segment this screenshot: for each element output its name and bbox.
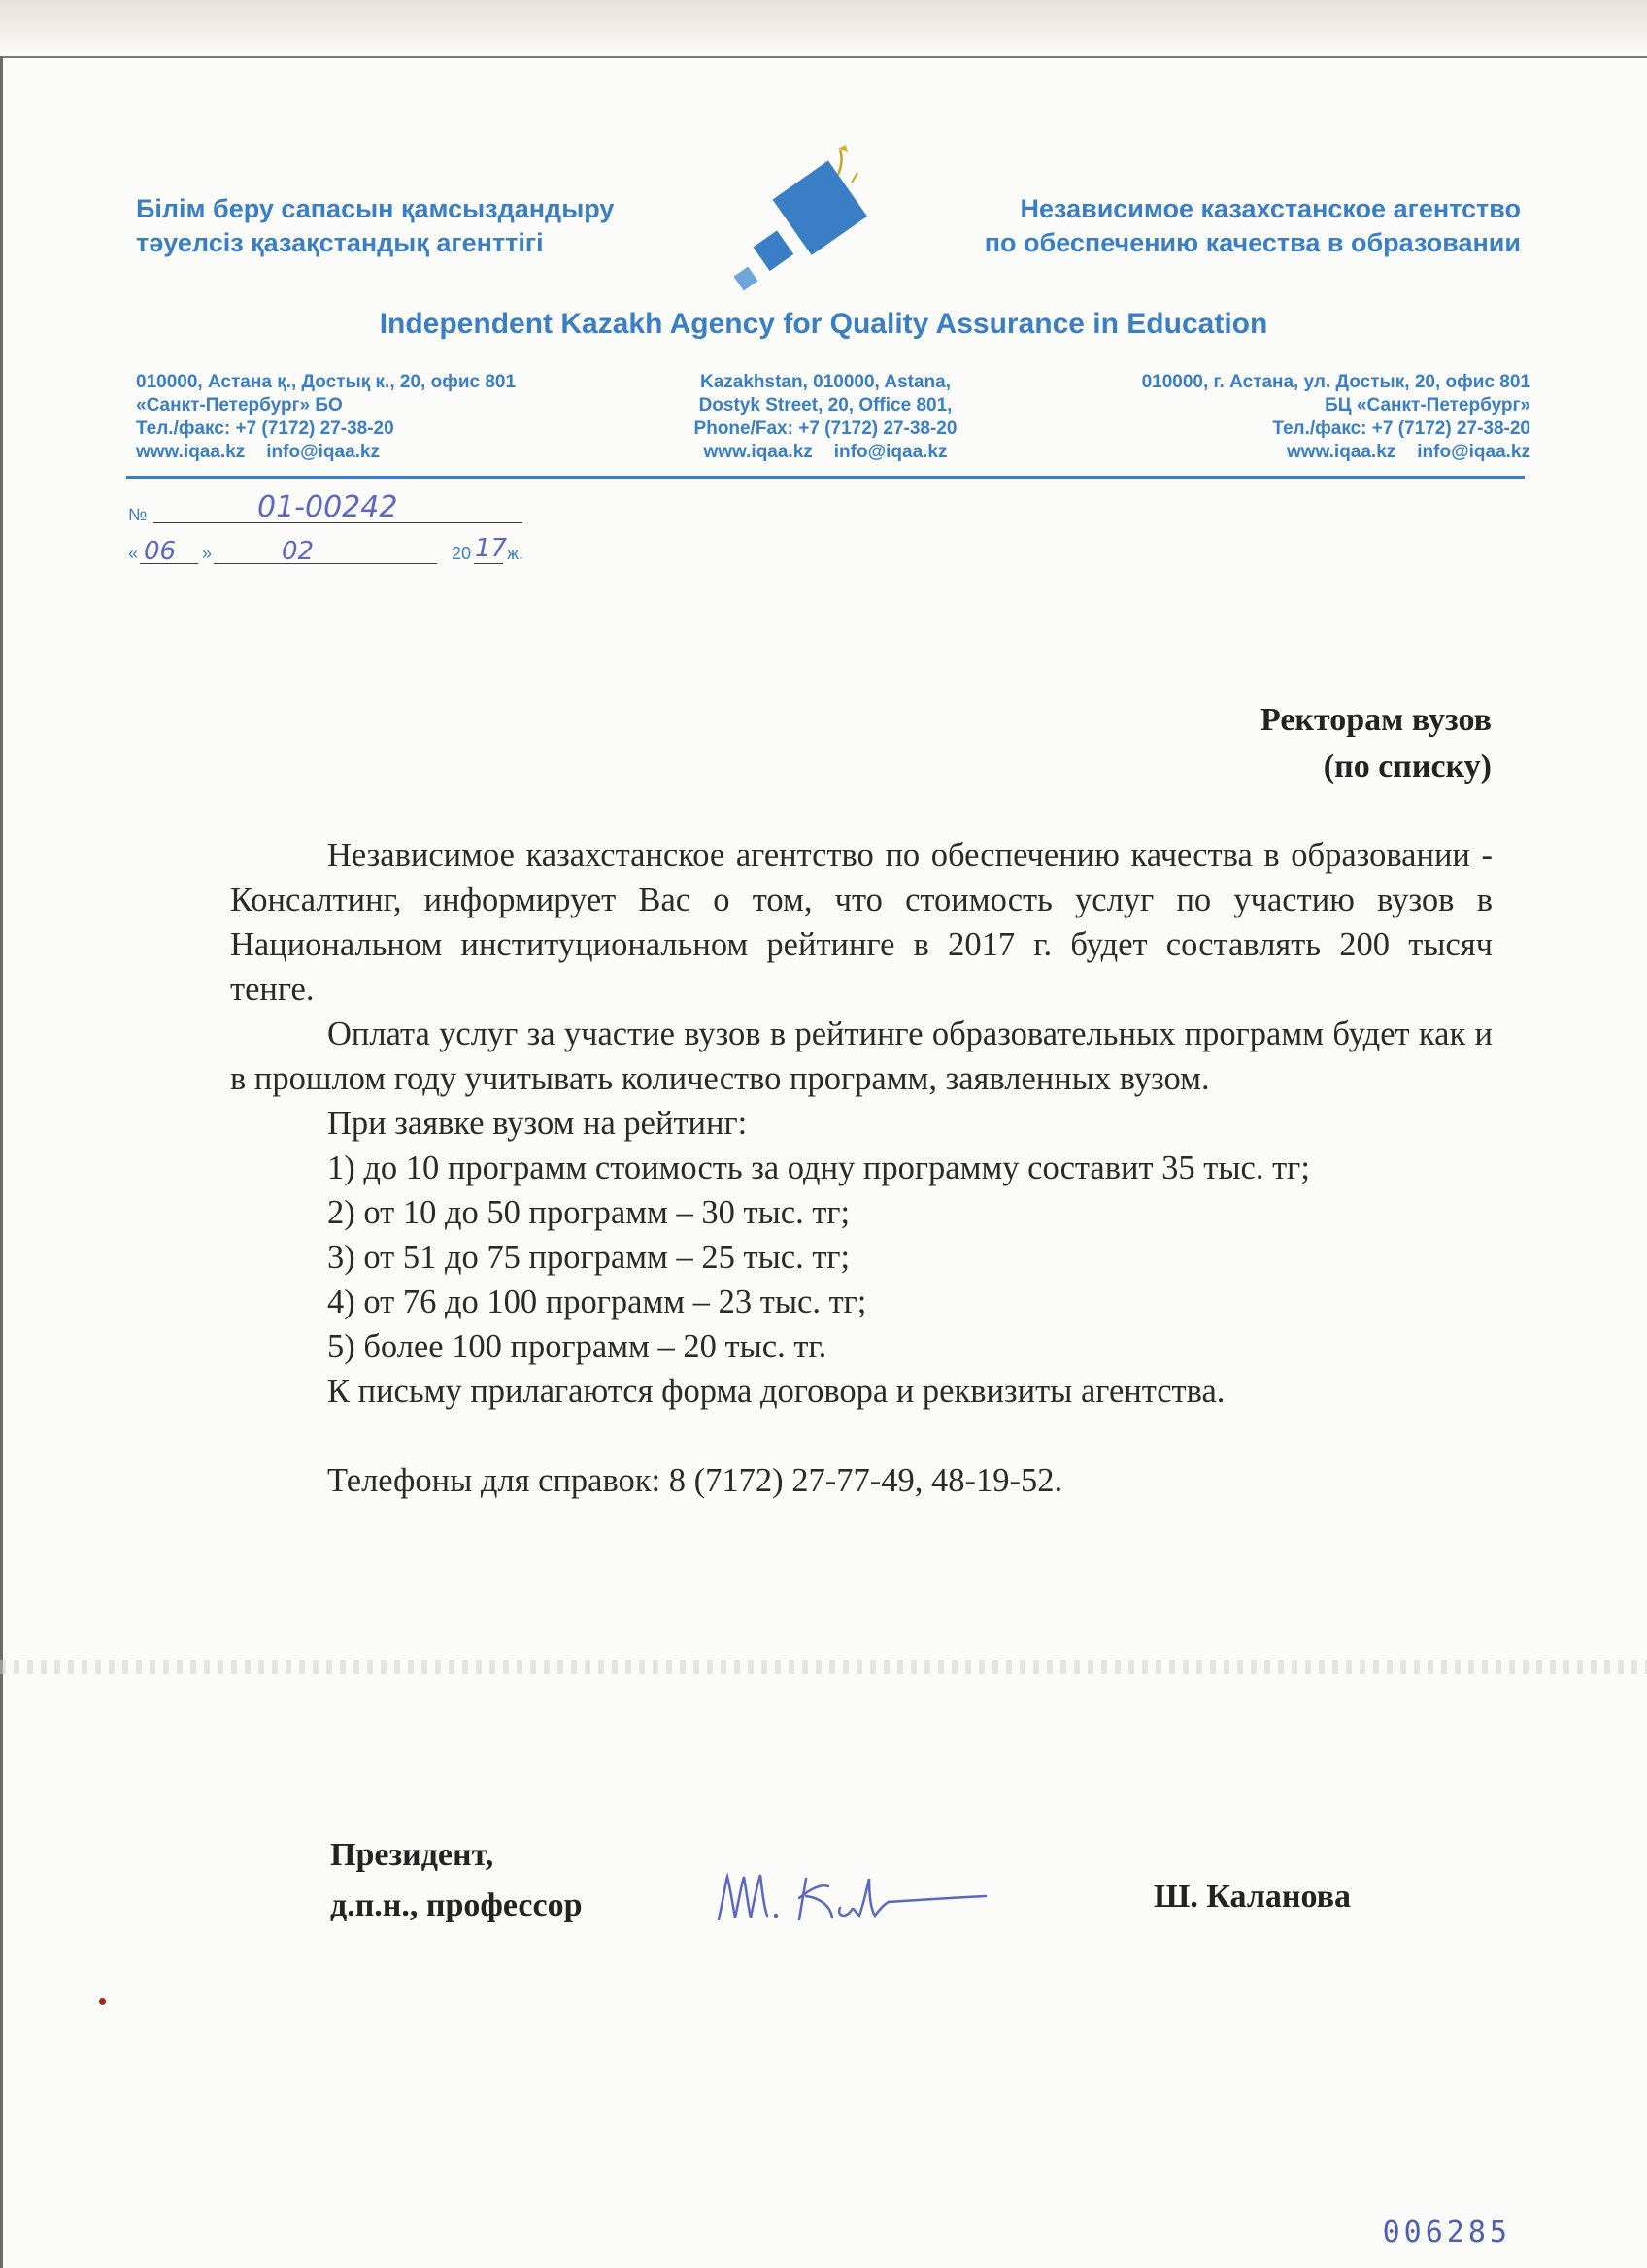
address-kz bbox=[136, 371, 516, 464]
addressee-line2: (по списку) bbox=[1323, 749, 1492, 784]
address-kz-contacts bbox=[136, 441, 516, 464]
letterhead-en-name: Independent Kazakh Agency for Quality Assurance in Education bbox=[379, 308, 1268, 340]
reg-day: 06 bbox=[144, 537, 177, 566]
letter-body bbox=[230, 833, 1493, 1503]
mortarboard-cubes-icon bbox=[723, 136, 879, 291]
address-en-line2: Dostyk Street, 20, Office 801, bbox=[698, 395, 953, 416]
scan-left-edge bbox=[0, 56, 3, 2268]
address-en-contacts bbox=[631, 441, 1020, 464]
scan-fold-mark bbox=[0, 1660, 1647, 1674]
address-kz-line2: «Санкт-Петербург» БО bbox=[136, 395, 343, 416]
reg-year-end: ж. bbox=[507, 544, 524, 563]
email-link[interactable]: info@iqaa.kz bbox=[266, 442, 380, 462]
reg-quote-open: « bbox=[128, 544, 139, 563]
pricing-list-intro: При заявке вузом на рейтинг: bbox=[327, 1105, 748, 1142]
address-en bbox=[631, 371, 1020, 464]
pricing-item: 4) от 76 до 100 программ – 23 тыс. тг; bbox=[327, 1284, 867, 1320]
reg-month: 02 bbox=[282, 537, 315, 566]
pricing-item: 3) от 51 до 75 программ – 25 тыс. тг; bbox=[327, 1239, 851, 1276]
ru-name-line2: по обеспечению качества в образовании bbox=[984, 228, 1521, 257]
handwritten-signature bbox=[714, 1859, 995, 1937]
kz-name-line2: тәуелсіз қазақстандық агенттігі bbox=[136, 228, 544, 257]
kz-name-line1: Білім беру сапасын қамсыздандыру bbox=[136, 194, 615, 223]
address-ru bbox=[1142, 371, 1530, 464]
reg-number-value: 01-00242 bbox=[257, 490, 398, 524]
email-link[interactable]: info@iqaa.kz bbox=[1417, 442, 1530, 462]
addressee-block bbox=[1260, 697, 1492, 790]
scan-top-edge bbox=[0, 0, 1647, 58]
email-link[interactable]: info@iqaa.kz bbox=[833, 442, 948, 462]
reg-number-label: № bbox=[128, 505, 148, 524]
reg-month-underline bbox=[214, 563, 437, 564]
body-paragraph-1: Независимое казахстанское агентство по обеспечению качества в образовании - Консалтинг, информирует Вас о том, что стоимость услуг по участию вузов в Национальном институциональном рейтинге в 2017 г. будет составлять 200 тысяч тенге. bbox=[230, 837, 1493, 1008]
reg-year-underline bbox=[474, 563, 503, 564]
signatory-name: Ш. Каланова bbox=[1154, 1879, 1352, 1915]
signatory-title bbox=[330, 1830, 583, 1931]
address-ru-line2: БЦ «Санкт-Петербург» bbox=[1325, 395, 1530, 416]
attachment-note: К письму прилагаются форма договора и реквизиты агентства. bbox=[327, 1373, 1226, 1410]
address-en-line1: Kazakhstan, 010000, Astana, bbox=[699, 372, 952, 392]
address-ru-contacts bbox=[1142, 441, 1530, 464]
letterhead-divider bbox=[126, 476, 1525, 479]
address-kz-phone: Тел./факс: +7 (7172) 27-38-20 bbox=[136, 418, 394, 439]
contact-phones: Телефоны для справок: 8 (7172) 27-77-49, 48-19-52. bbox=[327, 1462, 1063, 1499]
serial-number-stamp: 006285 bbox=[1382, 2216, 1511, 2250]
reg-quote-close: » bbox=[202, 544, 213, 563]
letterhead-kz-name bbox=[136, 192, 614, 260]
pricing-item: 5) более 100 программ – 20 тыс. тг. bbox=[327, 1328, 827, 1365]
website-link[interactable]: www.iqaa.kz bbox=[703, 442, 813, 462]
letterhead-ru-name bbox=[985, 192, 1521, 260]
reg-year-prefix: 20 bbox=[452, 544, 472, 563]
pricing-item: 1) до 10 программ стоимость за одну программу составит 35 тыс. тг; bbox=[327, 1150, 1310, 1186]
address-en-phone: Phone/Fax: +7 (7172) 27-38-20 bbox=[693, 418, 958, 439]
body-paragraph-2: Оплата услуг за участие вузов в рейтинге образовательных программ будет как и в прошлом году учитывать количество программ, заявленных вузом. bbox=[230, 1016, 1493, 1097]
website-link[interactable]: www.iqaa.kz bbox=[1287, 442, 1396, 462]
address-ru-phone: Тел./факс: +7 (7172) 27-38-20 bbox=[1272, 418, 1530, 439]
addressee-line1: Ректорам вузов bbox=[1260, 702, 1492, 738]
address-kz-line1: 010000, Астана қ., Достық к., 20, офис 801 bbox=[136, 372, 517, 392]
website-link[interactable]: www.iqaa.kz bbox=[136, 442, 246, 462]
address-ru-line1: 010000, г. Астана, ул. Достык, 20, офис 801 bbox=[1141, 372, 1530, 392]
pricing-item: 2) от 10 до 50 программ – 30 тыс. тг; bbox=[327, 1194, 851, 1231]
signatory-degree: д.п.н., профессор bbox=[330, 1887, 583, 1923]
reg-year-suffix: 17 bbox=[475, 534, 508, 563]
scan-ink-dot bbox=[99, 1998, 106, 2005]
signatory-position: Президент, bbox=[330, 1837, 494, 1873]
ru-name-line1: Независимое казахстанское агентство bbox=[1020, 194, 1521, 223]
